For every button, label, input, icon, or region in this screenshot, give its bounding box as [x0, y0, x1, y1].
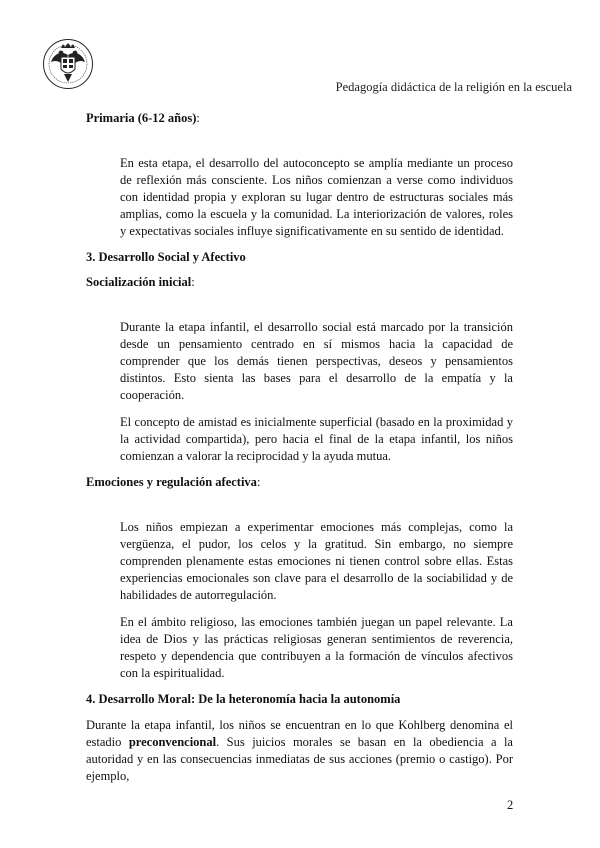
- primaria-paragraph: En esta etapa, el desarrollo del autoconcepto se amplía mediante un proceso de reflexión más consciente. Los niños comienzan a verse como individuos con identidad propia y exploran su lugar dentro de estructuras sociales más amplias, como la escuela y la comunidad. La interiorización de valores, roles y expectativas sociales influye significativamente en su sentido de identidad.: [120, 156, 513, 238]
- emociones-label: Emociones y regulación afectiva:: [86, 475, 261, 489]
- socializacion-block: [86, 319, 513, 465]
- spacer: [86, 300, 513, 319]
- socializacion-paragraph-2: El concepto de amistad es inicialmente superficial (basado en la proximidad y la actividad compartida), pero hacia el final de la etapa infantil, los niños comienzan a valorar la reciprocidad y la ayuda mutua.: [120, 415, 513, 463]
- socializacion-label: Socialización inicial:: [86, 275, 195, 289]
- running-header-title: Pedagogía didáctica de la religión en la escuela: [335, 80, 572, 94]
- document-body: [86, 111, 513, 795]
- section-heading-social: 3. Desarrollo Social y Afectivo: [86, 250, 246, 264]
- emociones-block: [86, 519, 513, 682]
- primaria-label: Primaria (6-12 años):: [86, 111, 200, 125]
- emociones-paragraph-2: En el ámbito religioso, las emociones también juegan un papel relevante. La idea de Dios y las prácticas religiosas generan sentimientos de reverencia, respeto y dependencia que contribuyen a la formación de vínculos afectivos con la espiritualidad.: [120, 615, 513, 680]
- spacer: [86, 500, 513, 519]
- section-heading-moral: 4. Desarrollo Moral: De la heteronomía hacia la autonomía: [86, 692, 401, 706]
- socializacion-paragraph-1: Durante la etapa infantil, el desarrollo social está marcado por la transición desde un pensamiento centrado en sí mismos hacia la capacidad de comprender que los demás tienen perspectivas, deseos y pensamientos distintos. Esto sienta las bases para el desarrollo de la empatía y la cooperación.: [120, 320, 513, 402]
- emociones-paragraph-1: Los niños empiezan a experimentar emociones más complejas, como la vergüenza, el pudor, los celos y la gratitud. Sin embargo, no siempre comprenden plenamente estas emociones ni tienen control sobre ellas. Estas experiencias emocionales son clave para el desarrollo de la sociabilidad y de habilidades de autorregulación.: [120, 520, 513, 602]
- university-coat-of-arms-icon: [42, 38, 94, 90]
- page-number: 2: [507, 798, 514, 812]
- moral-paragraph: Durante la etapa infantil, los niños se encuentran en lo que Kohlberg denomina el estadio preconvencional. Sus juicios morales se basan en la obediencia a la autoridad y en las consecuencias inmediatas de sus acciones (premio o castigo). Por ejemplo,: [86, 718, 513, 783]
- spacer: [86, 136, 513, 155]
- preconvencional-term: preconvencional: [128, 735, 217, 749]
- primaria-block: [86, 155, 513, 240]
